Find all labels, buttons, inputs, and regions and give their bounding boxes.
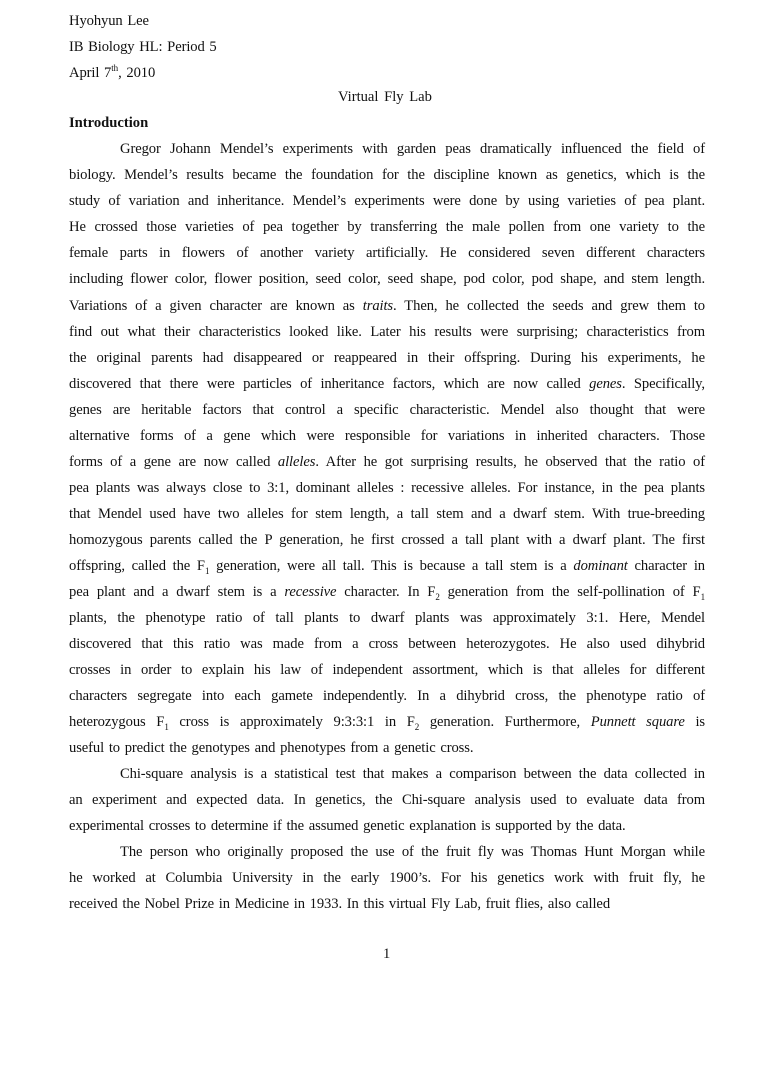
paragraph-line: He crossed those varieties of pea together by transferring the male pollen from one variety to the [69, 219, 705, 235]
paragraph-line: plants, the phenotype ratio of tall plants to dwarf plants was approximately 3:1. Here, Mendel [69, 610, 705, 626]
date-line: April 7th, 2010 [69, 63, 156, 81]
author-name: Hyohyun Lee [69, 13, 149, 29]
paragraph-line: biology. Mendel’s results became the foundation for the discipline known as genetics, which is the [69, 167, 705, 183]
paragraph-line: Variations of a given character are known as traits. Then, he collected the seeds and grew them to [69, 298, 705, 314]
paragraph-line: Chi-square analysis is a statistical test that makes a comparison between the data collected in [120, 766, 705, 782]
paragraph-line: including flower color, flower position, seed color, seed shape, pod color, pod shape, and stem length. [69, 271, 705, 287]
paragraph-line: homozygous parents called the P generation, he first crossed a tall plant with a dwarf plant. The first [69, 532, 705, 548]
paragraph-line: genes are heritable factors that control a specific characteristic. Mendel also thought that were [69, 402, 705, 418]
course-line: IB Biology HL: Period 5 [69, 39, 217, 55]
paragraph-line: find out what their characteristics looked like. Later his results were surprising; characteristics from [69, 324, 705, 340]
paragraph-line: alternative forms of a gene which were responsible for variations in inherited characters. Those [69, 428, 705, 444]
paragraph-line: offspring, called the $F_1$ generation, were all tall. This is because a tall stem is a dominant character in [69, 558, 705, 576]
paragraph-line: received the Nobel Prize in Medicine in 1933. In this virtual Fly Lab, fruit flies, also called [69, 896, 611, 912]
paragraph-line: discovered that this ratio was made from a cross between heterozygotes. He also used dihybrid [69, 636, 705, 652]
paragraph-line: The person who originally proposed the use of the fruit fly was Thomas Hunt Morgan while [120, 844, 705, 860]
paragraph-line: pea plant and a dwarf stem is a recessive character. In $F_2$ generation from the self-pollination of $F_1$ [69, 584, 705, 602]
paragraph-line: that Mendel used have two alleles for stem length, a tall stem and a dwarf stem. With true-breeding [69, 506, 705, 522]
paragraph-line: pea plants was always close to 3:1, dominant alleles : recessive alleles. For instance, in the pea plants [69, 480, 705, 496]
paragraph-line: useful to predict the genotypes and phenotypes from a genetic cross. [69, 740, 474, 756]
paragraph-line: female parts in flowers of another variety artificially. He considered seven different characters [69, 245, 705, 261]
paragraph-line: Gregor Johann Mendel’s experiments with garden peas dramatically influenced the field of [120, 141, 705, 157]
paragraph-line: characters segregate into each gamete independently. In a dihybrid cross, the phenotype ratio of [69, 688, 705, 704]
document-title: Virtual Fly Lab [338, 89, 432, 105]
paragraph-line: heterozygous $F_1$ cross is approximately 9:3:3:1 in $F_2$ generation. Furthermore, Punnett square is [69, 714, 705, 732]
paragraph-line: forms of a gene are now called alleles. After he got surprising results, he observed that the ratio of [69, 454, 705, 470]
section-heading: Introduction [69, 115, 149, 131]
paragraph-line: crosses in order to explain his law of independent assortment, which is that alleles for different [69, 662, 705, 678]
paragraph-line: the original parents had disappeared or reappeared in their offspring. During his experiments, he [69, 350, 705, 366]
paragraph-line: discovered that there were particles of inheritance factors, which are now called genes. Specifically, [69, 376, 705, 392]
paragraph-line: study of variation and inheritance. Mendel’s experiments were done by using varieties of pea plant. [69, 193, 705, 209]
document-page [69, 0, 709, 1087]
paragraph-line: he worked at Columbia University in the early 1900’s. For his genetics work with fruit fly, he [69, 870, 705, 886]
paragraph-line: experimental crosses to determine if the assumed genetic explanation is supported by the data. [69, 818, 626, 834]
paragraph-line: an experiment and expected data. In genetics, the Chi-square analysis used to evaluate data from [69, 792, 705, 808]
page-number: 1 [383, 946, 391, 962]
